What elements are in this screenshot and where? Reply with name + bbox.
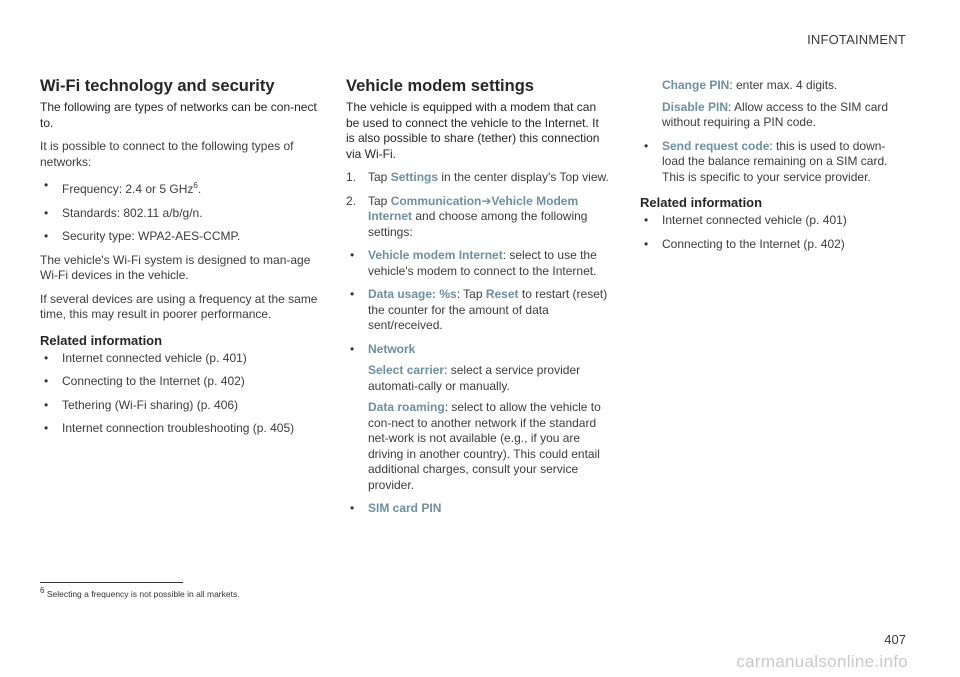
footnote [40,586,240,599]
option-text: : select to use the vehicle's modem to connect to the Internet. [368,248,597,278]
wifi-paragraph-1: The vehicle's Wi-Fi system is designed to man-age Wi-Fi devices in the vehicle. [40,252,311,282]
reset-label: Reset [485,287,519,301]
step-item [346,170,610,186]
modem-title: Vehicle modem settings [346,77,534,95]
option-label: Vehicle modem Internet [368,248,503,262]
wifi-intro: It is possible to connect to the following types of networks: [40,139,294,169]
footnote-divider [40,582,183,583]
related-info-title: Related information [640,195,763,210]
option-label: Network [368,341,416,356]
settings-link: Settings [390,170,439,184]
step-text: Tap [368,170,391,184]
list-item: • Standards: 802.11 a/b/g/n. [40,206,322,222]
page-number: 407 [884,632,906,647]
option-network [346,342,610,494]
footnote-mark: 6 [40,586,45,595]
sub-option-data-roaming [368,400,610,493]
sub-option-text: : select a service provider automati-cally or manually. [368,363,581,393]
step-number: 1. [346,170,357,184]
wifi-lead: The following are types of networks can be con-nect to. [40,100,317,130]
option-send-request-code [640,139,904,186]
option-label: Send request code [662,138,770,153]
option-label: Data usage: %s [368,287,457,301]
step-text: in the center display's Top view. [438,170,609,184]
related-link[interactable]: • Connecting to the Internet (p. 402) [40,374,322,390]
related-info-list [40,351,322,437]
steps-list [346,170,610,240]
wifi-paragraph-2: If several devices are using a frequency at the same time, this may result in poorer performance. [40,291,318,321]
sub-option-text: : select to allow the vehicle to con-nect to another network if the standard net-work is not available (e.g., if you are driving in another country). This could entail additional charges, consult your service provider. [368,400,601,492]
option-data-usage [346,287,610,334]
step-item [346,194,610,241]
related-link[interactable]: • Connecting to the Internet (p. 402) [640,237,904,253]
option-label: SIM card PIN [368,501,442,515]
column-wifi [40,76,322,445]
modem-options-list [346,248,610,517]
related-link[interactable]: • Internet connected vehicle (p. 401) [640,213,904,229]
option-text: to restart (reset) the counter for the amount of data sent/received. [368,287,608,332]
sub-option-label: Data roaming [368,400,445,414]
related-link[interactable]: • Internet connected vehicle (p. 401) [40,351,322,367]
column-sim [640,78,904,260]
footnote-text: Selecting a frequency is not possible in all markets. [44,588,240,599]
option-text: : this is used to down-load the balance remaining on a SIM card. This is specific to your service provider. [662,138,888,184]
related-info-list [640,213,904,252]
wifi-title: Wi-Fi technology and security [40,77,275,95]
frequency-text: Frequency: 2.4 or 5 GHz [62,182,194,196]
list-item: • Security type: WPA2-AES-CCMP. [40,229,322,245]
list-item [40,178,322,198]
option-text: : Tap [456,287,486,301]
step-text: and choose among the following settings: [368,209,588,239]
sub-option-text: : enter max. 4 digits. [729,78,838,92]
vehicle-modem-link: Vehicle Modem Internet [368,193,579,223]
related-info-title: Related information [40,332,163,348]
sub-option-text: : Allow access to the SIM card without requiring a PIN code. [662,99,889,129]
sub-option-select-carrier [368,363,610,394]
arrow-right-icon: ➔ [481,193,492,208]
step-number: 2. [346,193,357,208]
column-modem [346,76,610,525]
network-types-list [40,178,322,245]
footnote-ref[interactable]: 6 [193,181,198,190]
option-vehicle-modem [346,248,610,279]
modem-lead: The vehicle is equipped with a modem that can be used to connect the vehicle to the Internet. It is also possible to share (tether) this connection via Wi-Fi. [346,100,600,161]
sub-option-change-pin [662,78,904,94]
sub-option-label: Disable PIN [662,99,729,114]
period: . [197,182,202,196]
sub-option-label: Select carrier [368,363,445,377]
sub-option-label: Change PIN [662,78,730,92]
watermark: carmanualsonline.info [736,652,908,671]
related-link[interactable]: • Tethering (Wi-Fi sharing) (p. 406) [40,398,322,414]
sub-option-disable-pin [662,100,904,131]
step-text: Tap [368,193,391,208]
sim-options-list [640,139,904,186]
communication-link: Communication [390,193,482,208]
option-sim-card-pin [346,501,610,517]
section-header: INFOTAINMENT [807,32,906,47]
related-link[interactable]: • Internet connection troubleshooting (p. 405) [40,421,322,437]
